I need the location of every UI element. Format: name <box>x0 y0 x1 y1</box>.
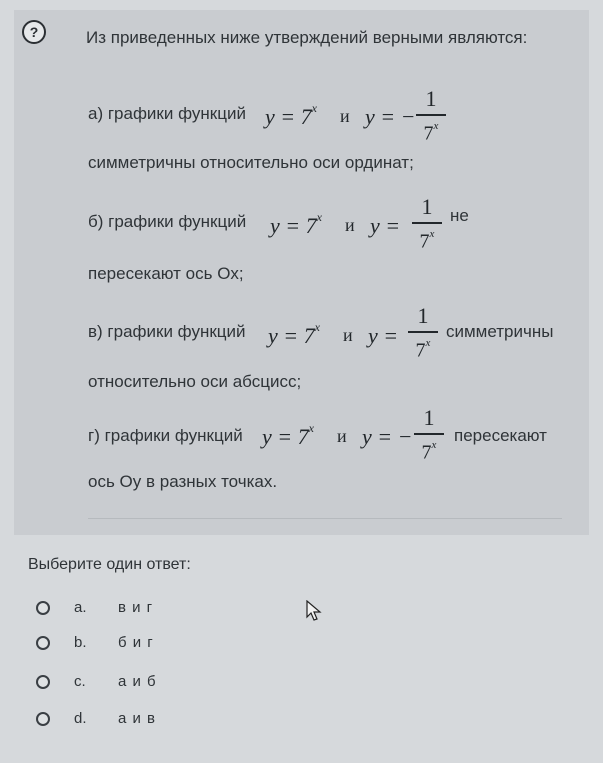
answer-prompt: Выберите один ответ: <box>28 556 191 573</box>
statement-a-conj: и <box>340 106 350 126</box>
statement-b-f1: $y = 7^x$ <box>270 209 322 238</box>
statement-d-conj: и <box>337 426 347 446</box>
statement-c-f1: $y = 7^x$ <box>268 319 320 348</box>
option-text: а и б <box>118 673 157 690</box>
option-text: б и г <box>118 634 154 651</box>
statement-c-conj: и <box>343 325 353 345</box>
radio-button[interactable] <box>36 712 50 726</box>
statement-b-suffix: не <box>450 206 469 225</box>
radio-button[interactable] <box>36 601 50 615</box>
option-letter: a. <box>74 599 87 616</box>
option-letter: b. <box>74 634 87 651</box>
statement-a-fraction: 1 7$^x$ <box>416 88 446 143</box>
statement-d-f1: $y = 7^x$ <box>262 420 314 449</box>
statement-b-fraction: 1 7$^x$ <box>412 196 442 251</box>
statement-d-suffix: пересекают <box>454 426 547 445</box>
option-letter: d. <box>74 710 87 727</box>
statement-d-f2-left: y = − <box>362 424 413 449</box>
statement-a-line2: симметричны относительно оси ординат; <box>88 153 414 172</box>
divider <box>88 518 562 519</box>
statement-a-f2-left: y = − <box>365 104 416 129</box>
statement-c-f2-left: y = <box>368 323 399 348</box>
radio-button[interactable] <box>36 636 50 650</box>
statement-d-fraction: 1 7$^x$ <box>414 407 444 462</box>
statement-c-prefix: в) графики функций <box>88 322 246 341</box>
statement-d-prefix: г) графики функций <box>88 426 243 445</box>
statement-a-prefix: а) графики функций <box>88 104 246 123</box>
radio-button[interactable] <box>36 675 50 689</box>
statement-b-line2: пересекают ось Ox; <box>88 264 244 283</box>
question-title: Из приведенных ниже утверждений верными являются: <box>86 28 528 47</box>
statement-c-fraction: 1 7$^x$ <box>408 305 438 360</box>
answer-option-b[interactable] <box>36 633 216 657</box>
statement-b-prefix: б) графики функций <box>88 212 247 231</box>
mouse-cursor-icon <box>306 600 322 622</box>
option-text: а и в <box>118 710 157 727</box>
answer-option-c[interactable] <box>36 672 216 696</box>
statement-b-conj: и <box>345 215 355 235</box>
statement-c-line2: относительно оси абсцисс; <box>88 372 302 391</box>
answer-option-d[interactable] <box>36 709 216 733</box>
answer-option-a[interactable] <box>36 598 216 622</box>
statement-a-f1: $y = 7^x$ <box>265 100 317 129</box>
option-text: в и г <box>118 599 154 616</box>
statement-c-suffix: симметричны <box>446 322 554 341</box>
statement-d-line2: ось Oy в разных точках. <box>88 472 278 491</box>
statement-b-f2-left: y = <box>370 213 401 238</box>
option-letter: c. <box>74 673 86 690</box>
question-circle-icon: ? <box>22 20 46 44</box>
